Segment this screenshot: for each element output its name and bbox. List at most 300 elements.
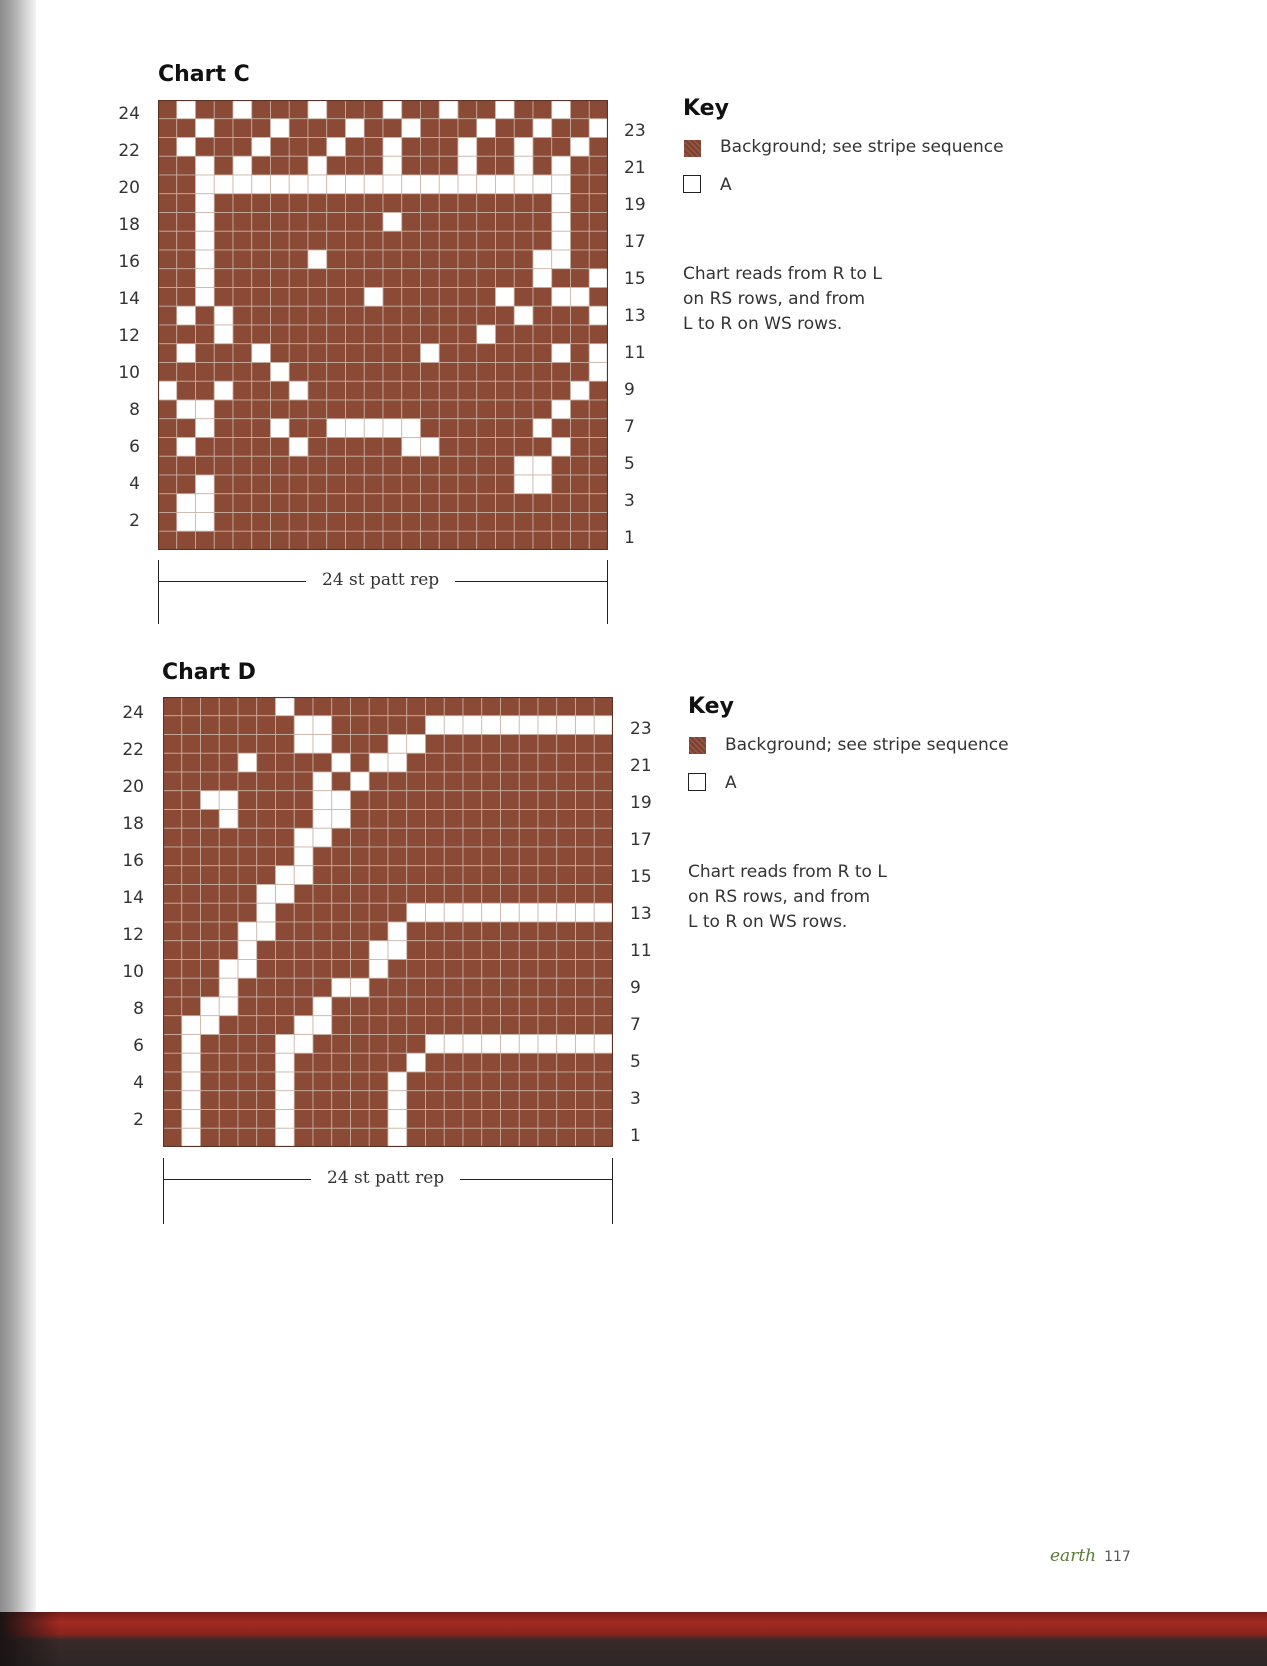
stitch-background (421, 269, 440, 288)
stitch-a (444, 903, 463, 922)
stitch-background (158, 513, 177, 532)
stitch-background (369, 716, 388, 735)
stitch-background (407, 716, 426, 735)
stitch-background (421, 213, 440, 232)
stitch-background (407, 697, 426, 716)
stitch-background (383, 325, 402, 344)
row-number: 17 (624, 232, 646, 252)
stitch-background (257, 791, 276, 810)
stitch-background (346, 194, 365, 213)
stitch-background (327, 381, 346, 400)
row-number: 19 (624, 195, 646, 215)
stitch-background (496, 250, 515, 269)
stitch-background (257, 978, 276, 997)
stitch-a (346, 175, 365, 194)
stitch-background (257, 847, 276, 866)
stitch-background (182, 885, 201, 904)
stitch-background (364, 119, 383, 138)
stitch-background (514, 100, 533, 119)
stitch-background (383, 438, 402, 457)
stitch-background (351, 866, 370, 885)
stitch-background (289, 531, 308, 550)
stitch-background (594, 791, 613, 810)
stitch-a (533, 250, 552, 269)
stitch-background (369, 1110, 388, 1129)
stitch-background (276, 791, 295, 810)
row-number: 14 (118, 289, 140, 309)
stitch-background (519, 810, 538, 829)
stitch-background (589, 419, 608, 438)
stitch-background (313, 1035, 332, 1054)
stitch-background (196, 325, 215, 344)
stitch-a (514, 138, 533, 157)
stitch-background (514, 513, 533, 532)
stitch-background (519, 1128, 538, 1147)
stitch-background (571, 231, 590, 250)
stitch-background (477, 363, 496, 382)
stitch-a (219, 997, 238, 1016)
stitch-background (238, 810, 257, 829)
stitch-background (557, 1128, 576, 1147)
stitch-background (444, 753, 463, 772)
stitch-a (576, 716, 595, 735)
stitch-a (294, 1016, 313, 1035)
row-number: 6 (133, 1036, 144, 1056)
stitch-background (407, 1035, 426, 1054)
stitch-background (407, 866, 426, 885)
stitch-background (402, 231, 421, 250)
stitch-a (421, 344, 440, 363)
stitch-background (177, 475, 196, 494)
stitch-background (477, 138, 496, 157)
stitch-background (271, 306, 290, 325)
stitch-a (552, 175, 571, 194)
stitch-background (276, 922, 295, 941)
stitch-background (201, 847, 220, 866)
stitch-background (346, 400, 365, 419)
stitch-background (496, 231, 515, 250)
row-number: 15 (624, 269, 646, 289)
row-number: 12 (122, 925, 144, 945)
stitch-background (533, 381, 552, 400)
stitch-background (308, 419, 327, 438)
stitch-background (477, 231, 496, 250)
chart-c-key-title: Key (683, 96, 729, 121)
stitch-background (439, 456, 458, 475)
stitch-background (271, 344, 290, 363)
stitch-background (327, 456, 346, 475)
stitch-background (519, 1091, 538, 1110)
stitch-background (289, 475, 308, 494)
stitch-background (533, 531, 552, 550)
stitch-background (402, 400, 421, 419)
stitch-background (276, 772, 295, 791)
stitch-background (271, 475, 290, 494)
stitch-background (257, 960, 276, 979)
stitch-background (594, 885, 613, 904)
stitch-a (332, 753, 351, 772)
stitch-a (294, 735, 313, 754)
stitch-background (271, 400, 290, 419)
stitch-background (201, 1128, 220, 1147)
stitch-a (482, 716, 501, 735)
stitch-background (196, 363, 215, 382)
stitch-background (163, 1035, 182, 1054)
stitch-background (158, 419, 177, 438)
stitch-background (219, 772, 238, 791)
stitch-a (196, 513, 215, 532)
stitch-background (439, 156, 458, 175)
stitch-a (402, 438, 421, 457)
stitch-a (313, 716, 332, 735)
stitch-background (163, 716, 182, 735)
stitch-background (482, 791, 501, 810)
stitch-background (552, 325, 571, 344)
stitch-a (501, 903, 520, 922)
stitch-background (327, 475, 346, 494)
row-number: 16 (118, 252, 140, 272)
stitch-background (439, 381, 458, 400)
stitch-background (496, 494, 515, 513)
stitch-background (426, 997, 445, 1016)
stitch-a (477, 119, 496, 138)
stitch-background (214, 456, 233, 475)
stitch-a (201, 997, 220, 1016)
stitch-background (557, 1091, 576, 1110)
stitch-background (439, 288, 458, 307)
row-number: 7 (630, 1015, 641, 1035)
stitch-background (571, 156, 590, 175)
stitch-background (594, 697, 613, 716)
stitch-a (594, 716, 613, 735)
stitch-a (533, 175, 552, 194)
stitch-background (271, 156, 290, 175)
stitch-a (514, 175, 533, 194)
stitch-background (444, 866, 463, 885)
stitch-background (158, 194, 177, 213)
stitch-background (538, 1072, 557, 1091)
stitch-background (571, 325, 590, 344)
stitch-background (289, 513, 308, 532)
stitch-a (294, 1035, 313, 1054)
stitch-a (196, 156, 215, 175)
stitch-background (332, 922, 351, 941)
stitch-background (257, 866, 276, 885)
chart-d-repeat-label: 24 st patt rep (311, 1168, 460, 1188)
stitch-background (214, 419, 233, 438)
stitch-background (294, 978, 313, 997)
stitch-background (163, 960, 182, 979)
stitch-background (252, 494, 271, 513)
stitch-background (439, 438, 458, 457)
stitch-background (477, 438, 496, 457)
stitch-background (351, 791, 370, 810)
stitch-a (463, 903, 482, 922)
stitch-background (407, 941, 426, 960)
stitch-a (233, 175, 252, 194)
stitch-background (514, 494, 533, 513)
stitch-background (257, 1128, 276, 1147)
stitch-background (576, 1128, 595, 1147)
stitch-background (463, 1128, 482, 1147)
stitch-background (313, 697, 332, 716)
stitch-background (482, 922, 501, 941)
stitch-a (576, 903, 595, 922)
stitch-background (426, 753, 445, 772)
stitch-a (308, 250, 327, 269)
stitch-background (538, 941, 557, 960)
stitch-background (533, 156, 552, 175)
stitch-background (463, 1053, 482, 1072)
stitch-background (552, 306, 571, 325)
stitch-background (308, 119, 327, 138)
stitch-a (182, 1110, 201, 1129)
stitch-background (163, 1016, 182, 1035)
stitch-background (351, 1128, 370, 1147)
stitch-background (589, 531, 608, 550)
stitch-a (383, 213, 402, 232)
stitch-background (201, 978, 220, 997)
stitch-a (533, 119, 552, 138)
stitch-background (589, 175, 608, 194)
stitch-background (407, 791, 426, 810)
stitch-background (369, 1035, 388, 1054)
stitch-background (519, 847, 538, 866)
stitch-background (538, 978, 557, 997)
stitch-a (519, 716, 538, 735)
row-number: 7 (624, 417, 635, 437)
stitch-background (463, 847, 482, 866)
stitch-background (496, 531, 515, 550)
stitch-a (294, 866, 313, 885)
stitch-background (289, 213, 308, 232)
stitch-background (557, 866, 576, 885)
stitch-background (332, 866, 351, 885)
stitch-background (533, 438, 552, 457)
stitch-background (519, 791, 538, 810)
stitch-background (533, 494, 552, 513)
stitch-background (313, 847, 332, 866)
stitch-a (346, 119, 365, 138)
stitch-background (538, 753, 557, 772)
stitch-background (219, 885, 238, 904)
stitch-background (421, 325, 440, 344)
stitch-background (421, 494, 440, 513)
stitch-background (589, 513, 608, 532)
stitch-background (444, 828, 463, 847)
stitch-a (276, 885, 295, 904)
stitch-background (238, 885, 257, 904)
stitch-background (327, 100, 346, 119)
stitch-background (533, 400, 552, 419)
stitch-background (346, 363, 365, 382)
stitch-background (594, 997, 613, 1016)
stitch-background (421, 306, 440, 325)
stitch-background (238, 978, 257, 997)
stitch-a (196, 175, 215, 194)
stitch-background (571, 475, 590, 494)
stitch-background (594, 1128, 613, 1147)
stitch-background (276, 828, 295, 847)
row-number: 21 (624, 158, 646, 178)
chart-d-key-title: Key (688, 694, 734, 719)
key-background-label: Background; see stripe sequence (725, 735, 1009, 755)
stitch-background (519, 941, 538, 960)
stitch-a (444, 716, 463, 735)
stitch-a (313, 1016, 332, 1035)
stitch-background (196, 531, 215, 550)
stitch-a (308, 156, 327, 175)
stitch-background (402, 344, 421, 363)
stitch-background (594, 735, 613, 754)
stitch-a (421, 175, 440, 194)
stitch-background (158, 288, 177, 307)
stitch-background (238, 847, 257, 866)
stitch-background (182, 847, 201, 866)
stitch-background (308, 531, 327, 550)
stitch-background (294, 885, 313, 904)
stitch-background (332, 997, 351, 1016)
stitch-a (383, 156, 402, 175)
stitch-background (519, 885, 538, 904)
stitch-background (238, 1072, 257, 1091)
stitch-background (163, 1110, 182, 1129)
stitch-background (201, 1072, 220, 1091)
stitch-background (271, 381, 290, 400)
stitch-background (214, 531, 233, 550)
stitch-background (327, 531, 346, 550)
stitch-background (289, 288, 308, 307)
stitch-background (426, 941, 445, 960)
stitch-background (383, 363, 402, 382)
stitch-background (552, 456, 571, 475)
stitch-a (233, 156, 252, 175)
page-number: 117 (1104, 1549, 1131, 1565)
stitch-a (313, 810, 332, 829)
stitch-background (294, 810, 313, 829)
stitch-background (257, 697, 276, 716)
note-line: L to R on WS rows. (683, 314, 843, 334)
stitch-background (233, 194, 252, 213)
stitch-background (383, 400, 402, 419)
stitch-background (364, 494, 383, 513)
stitch-background (351, 1091, 370, 1110)
stitch-background (557, 735, 576, 754)
stitch-a (589, 119, 608, 138)
row-number: 22 (118, 141, 140, 161)
book-edge-band (0, 1612, 1267, 1666)
stitch-background (496, 325, 515, 344)
stitch-background (496, 419, 515, 438)
stitch-background (214, 213, 233, 232)
stitch-background (576, 828, 595, 847)
stitch-a (552, 400, 571, 419)
stitch-background (463, 1091, 482, 1110)
stitch-a (332, 791, 351, 810)
stitch-background (463, 960, 482, 979)
stitch-background (501, 1053, 520, 1072)
stitch-a (276, 1128, 295, 1147)
stitch-background (182, 791, 201, 810)
stitch-background (533, 288, 552, 307)
stitch-a (252, 175, 271, 194)
stitch-background (421, 419, 440, 438)
stitch-background (308, 231, 327, 250)
stitch-background (421, 119, 440, 138)
stitch-background (407, 1016, 426, 1035)
stitch-background (533, 363, 552, 382)
stitch-background (421, 400, 440, 419)
stitch-background (589, 494, 608, 513)
stitch-background (571, 344, 590, 363)
stitch-background (538, 1016, 557, 1035)
stitch-background (519, 978, 538, 997)
stitch-background (519, 753, 538, 772)
stitch-a (289, 438, 308, 457)
stitch-background (214, 269, 233, 288)
stitch-background (257, 828, 276, 847)
stitch-background (482, 866, 501, 885)
stitch-background (421, 475, 440, 494)
stitch-background (351, 697, 370, 716)
stitch-background (233, 381, 252, 400)
stitch-background (463, 1072, 482, 1091)
stitch-background (421, 531, 440, 550)
key-a-label: A (725, 773, 737, 793)
stitch-background (289, 494, 308, 513)
stitch-background (257, 716, 276, 735)
stitch-a (257, 885, 276, 904)
stitch-background (477, 381, 496, 400)
stitch-background (407, 885, 426, 904)
stitch-a (177, 400, 196, 419)
stitch-background (444, 1128, 463, 1147)
stitch-background (552, 513, 571, 532)
stitch-background (214, 194, 233, 213)
stitch-background (514, 194, 533, 213)
stitch-background (252, 381, 271, 400)
stitch-background (158, 344, 177, 363)
row-number: 4 (133, 1073, 144, 1093)
stitch-background (158, 325, 177, 344)
stitch-background (201, 753, 220, 772)
stitch-background (214, 344, 233, 363)
stitch-a (501, 716, 520, 735)
stitch-background (496, 138, 515, 157)
stitch-background (276, 1016, 295, 1035)
stitch-background (289, 156, 308, 175)
stitch-background (444, 1110, 463, 1129)
stitch-background (463, 997, 482, 1016)
stitch-background (182, 866, 201, 885)
stitch-background (177, 419, 196, 438)
stitch-background (402, 494, 421, 513)
stitch-background (369, 1072, 388, 1091)
stitch-background (351, 828, 370, 847)
stitch-background (163, 697, 182, 716)
stitch-a (196, 119, 215, 138)
stitch-a (276, 1035, 295, 1054)
stitch-background (219, 1035, 238, 1054)
stitch-background (364, 475, 383, 494)
background-swatch-icon (684, 140, 701, 157)
stitch-background (238, 828, 257, 847)
stitch-background (219, 716, 238, 735)
stitch-background (332, 903, 351, 922)
stitch-background (514, 231, 533, 250)
stitch-background (421, 156, 440, 175)
stitch-background (158, 475, 177, 494)
